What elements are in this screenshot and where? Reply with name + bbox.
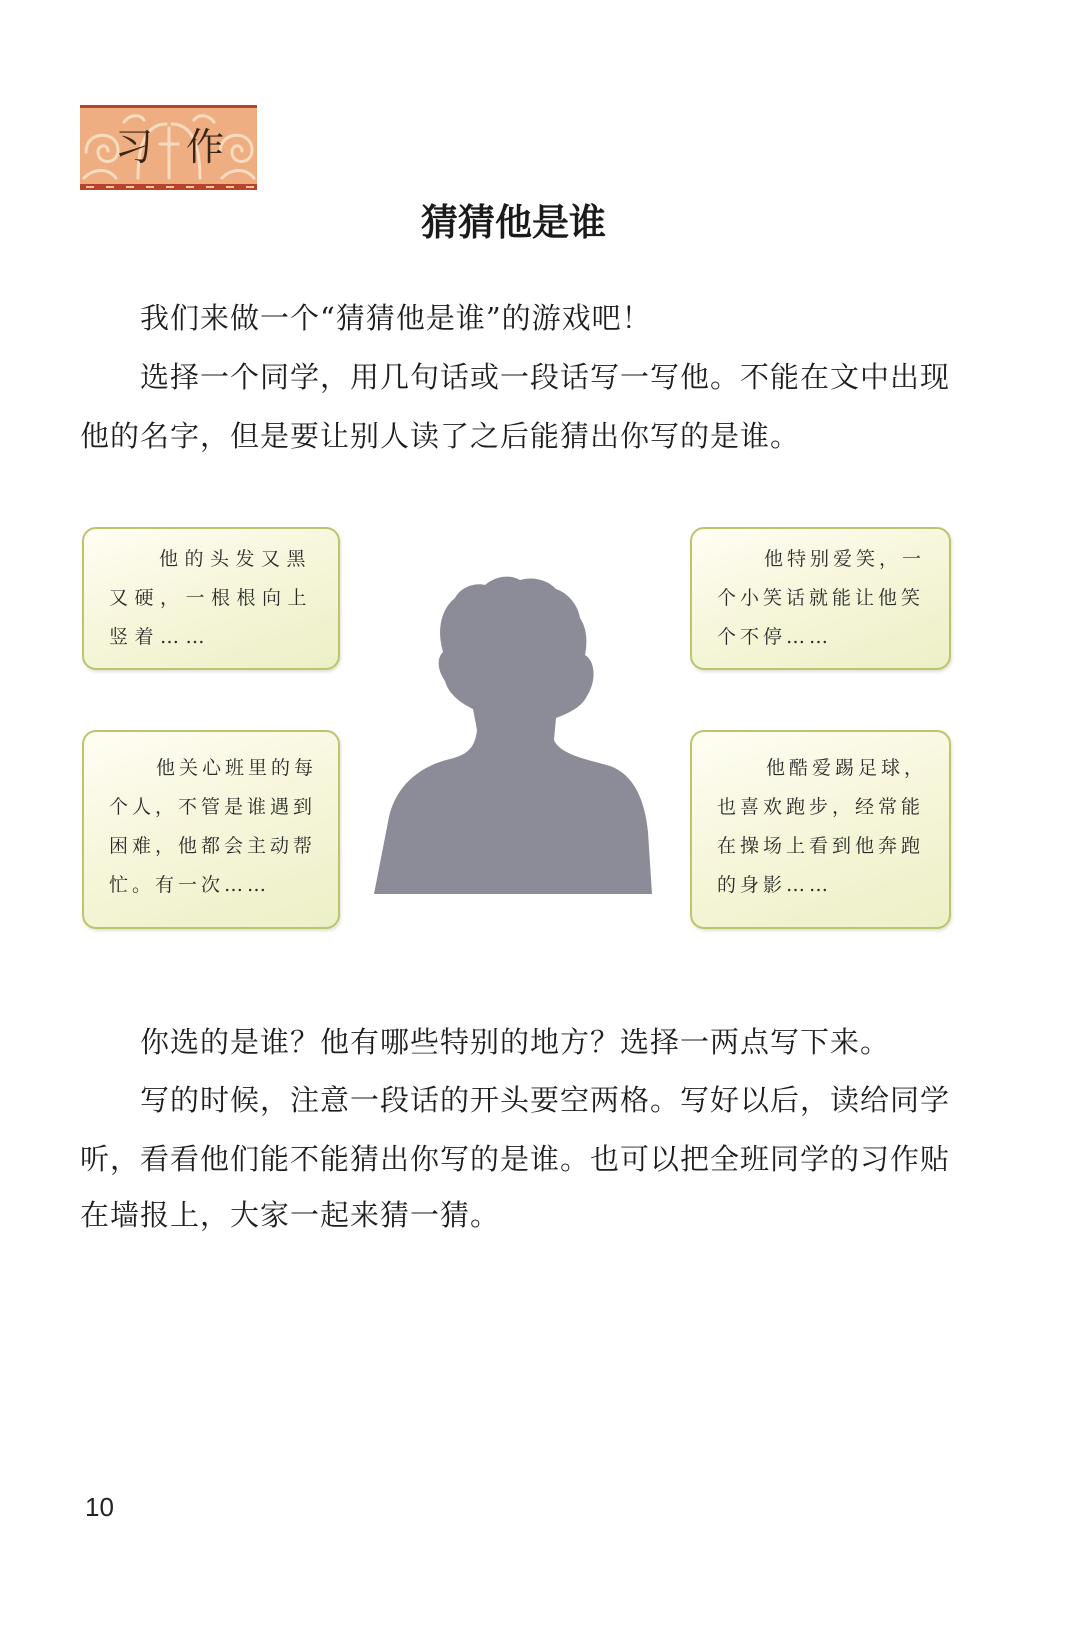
example-line: 个小笑话就能让他笑 [717, 587, 925, 609]
example-box-caring [82, 730, 340, 929]
intro-paragraph-2-line-2: 他的名字，但是要让别人读了之后能猜出你写的是谁。 [80, 419, 801, 453]
example-line: 在操场上看到他奔跑 [717, 835, 925, 857]
example-line: 竖着…… [109, 626, 212, 648]
instruction-paragraph-2-line-3: 在墙报上，大家一起来猜一猜。 [80, 1198, 501, 1232]
example-line: 他特别爱笑，一 [764, 548, 926, 570]
instruction-paragraph-1: 你选的是谁？他有哪些特别的地方？选择一两点写下来。 [140, 1025, 891, 1059]
example-box-laugh [690, 527, 951, 670]
instruction-paragraph-2-line-2: 听，看看他们能不能猜出你写的是谁。也可以把全班同学的习作贴 [80, 1142, 951, 1176]
example-line: 也喜欢跑步，经常能 [717, 796, 925, 818]
example-line: 忙。有一次…… [109, 874, 271, 896]
example-line: 他的头发又黑 [159, 548, 313, 570]
page-title: 猜猜他是谁 [421, 200, 606, 244]
page-number: 10 [85, 1492, 114, 1522]
instruction-paragraph-2-line-1: 写的时候，注意一段话的开头要空两格。写好以后，读给同学 [140, 1083, 951, 1117]
person-silhouette-icon [360, 570, 660, 900]
example-box-hair [82, 527, 340, 670]
example-line: 的身影…… [717, 874, 833, 896]
intro-paragraph-2-line-1: 选择一个同学，用几句话或一段话写一写他。不能在文中出现 [140, 360, 951, 394]
example-box-sports [690, 730, 951, 929]
example-line: 个人，不管是谁遇到 [109, 796, 317, 818]
example-line: 他酷爱踢足球， [766, 757, 928, 779]
example-line: 个不停…… [717, 626, 833, 648]
section-badge-label: 习作 [115, 125, 257, 169]
example-line: 又硬，一根根向上 [109, 587, 314, 609]
example-line: 他关心班里的每 [156, 757, 318, 779]
intro-paragraph-1: 我们来做一个“猜猜他是谁”的游戏吧！ [140, 301, 652, 335]
example-line: 困难，他都会主动帮 [109, 835, 317, 857]
section-badge [80, 105, 257, 190]
